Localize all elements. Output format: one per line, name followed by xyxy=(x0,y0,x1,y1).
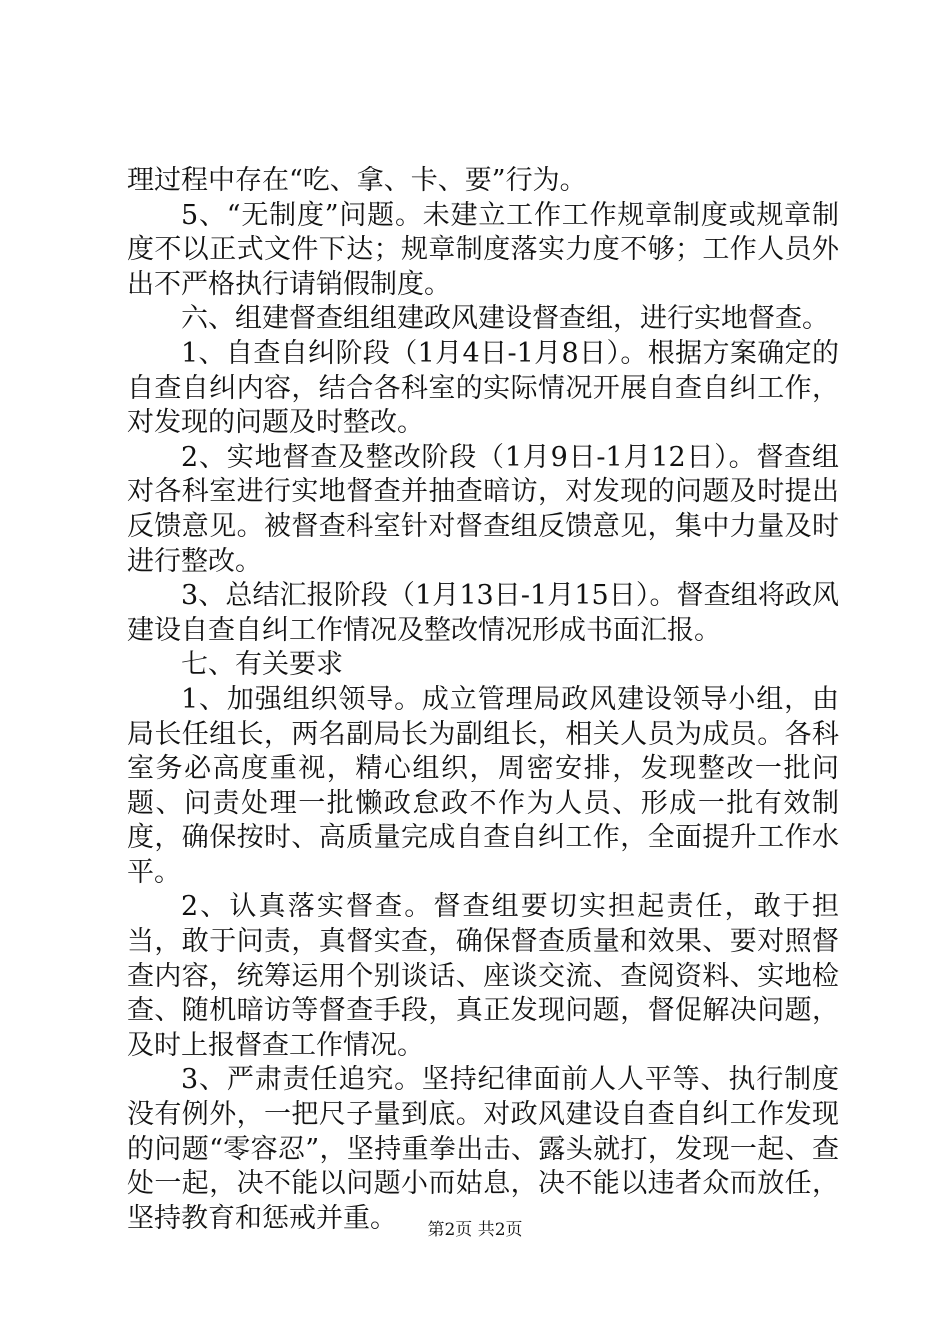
paragraph-5: 2、实地督查及整改阶段（1月9日-1月12日）。督查组对各科室进行实地督查并抽查暗访，对发现的问题及时提出反馈意见。被督查科室针对督查组反馈意见，集中力量及时进行整改。 xyxy=(127,441,839,577)
paragraph-2: 5、“无制度”问题。未建立工作工作规章制度或规章制度不以正式文件下达；规章制度落实力度不够；工作人员外出不严格执行请销假制度。 xyxy=(127,199,839,300)
paragraph-7: 七、有关要求 xyxy=(181,649,343,681)
paragraph-9: 2、认真落实督查。督查组要切实担起责任，敢于担当，敢于问责，真督实查，确保督查质量和效果、要对照督查内容，统筹运用个别谈话、座谈交流、查阅资料、实地检查、随机暗访等督查手段，真正发现问题，督促解决问题，及时上报督查工作情况。 xyxy=(127,891,839,1061)
document-body xyxy=(127,164,839,1236)
paragraph-1: 理过程中存在“吃、拿、卡、要”行为。 xyxy=(127,165,587,196)
page-footer: 第2页 共2页 xyxy=(427,1220,523,1240)
paragraph-3: 六、组建督查组组建政风建设督查组，进行实地督查。 xyxy=(181,303,829,335)
paragraph-4: 1、自查自纠阶段（1月4日-1月8日）。根据方案确定的自查自纠内容，结合各科室的实际情况开展自查自纠工作，对发现的问题及时整改。 xyxy=(127,337,839,439)
paragraph-10: 3、严肃责任追究。坚持纪律面前人人平等、执行制度没有例外，一把尺子量到底。对政风建设自查自纠工作发现的问题“零容忍”，坚持重拳出击、露头就打，发现一起、查处一起，决不能以问题小而姑息，决不能以违者众而放任，坚持教育和惩戒并重。 xyxy=(127,1064,839,1234)
paragraph-8: 1、加强组织领导。成立管理局政风建设领导小组，由局长任组长，两名副局长为副组长，相关人员为成员。各科室务必高度重视，精心组织，周密安排，发现整改一批问题、问责处理一批懒政怠政不作为人员、形成一批有效制度，确保按时、高质量完成自查自纠工作，全面提升工作水平。 xyxy=(127,683,839,888)
paragraph-6: 3、总结汇报阶段（1月13日-1月15日）。督查组将政风建设自查自纠工作情况及整改情况形成书面汇报。 xyxy=(127,580,839,646)
